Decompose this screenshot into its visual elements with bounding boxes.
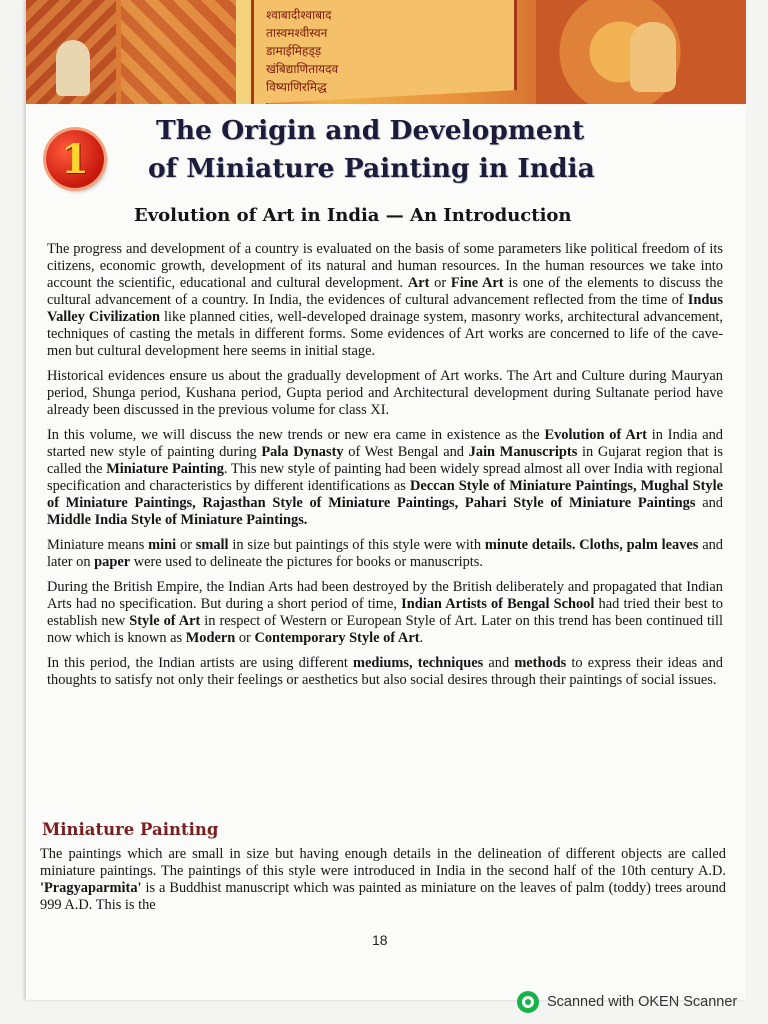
text-run: and later on (47, 537, 723, 570)
text-run: and (483, 655, 515, 671)
banner-script-line: विष्याणिरमिद्ध (266, 80, 327, 94)
bold-term: mini (148, 537, 177, 553)
text-run: In this period, the Indian artists are using different (47, 655, 354, 671)
text-run: in size but paintings of this style were with (228, 537, 485, 553)
bold-term: Contemporary Style of Art (254, 630, 420, 646)
text-run: like planned cities, well-developed drainage system, masonry works, architectural advancement, techniques of casting the metals in different forms. Some evidences of Art works are concerned to life of the cave-men but cultural development here seems in initial stage. (47, 309, 723, 359)
paragraph (47, 655, 723, 689)
paragraph (47, 427, 723, 529)
text-run: in Gujarat region that is called the (47, 444, 724, 477)
text-run: . (419, 630, 424, 646)
paragraph (47, 241, 723, 360)
section-title: Evolution of Art in India — An Introduction (134, 205, 572, 226)
page-number: 18 (372, 932, 388, 948)
text-run: of West Bengal and (343, 444, 469, 460)
text-run: The paintings which are small in size but having enough details in the delineation of different objects are called miniature paintings. The paintings of this style were introduced in India in the second half of the 10th century A.D. (40, 846, 726, 879)
banner-figure-right (630, 22, 676, 92)
text-run: In this volume, we will discuss the new trends or new era came in existence as the (47, 427, 545, 443)
bold-term: Pala Dynasty (261, 444, 344, 460)
text-run: were used to delineate the pictures for books or manuscripts. (130, 554, 484, 570)
bold-term: Miniature Painting (106, 461, 224, 477)
chapter-title-line-1: The Origin and Development (156, 115, 585, 146)
bold-term: Cloths, palm leaves (579, 537, 699, 553)
bold-term: paper (94, 554, 131, 570)
text-run: in respect of Western or European Style of Art. Later on this trend has been continued till now which is known as (47, 613, 724, 646)
scanner-watermark-text: Scanned with OKEN Scanner (547, 994, 738, 1010)
text-run: . This new style of painting had been widely spread almost all over India with regional specification and characteristics by different identifications as (47, 461, 723, 494)
paragraph (47, 368, 723, 419)
bold-term: Style of Art (129, 613, 201, 629)
banner-script-line: तास्वमश्वीस्वन (266, 26, 328, 40)
text-run: During the British Empire, the Indian Arts had been destroyed by the British deliberately and propagated that Indian Arts had no specification. But during a short period of time, (47, 579, 723, 612)
banner-figure-left (56, 40, 90, 96)
bold-term: Middle India Style of Miniature Paintings. (47, 512, 308, 528)
scanner-watermark (517, 990, 737, 1014)
text-run: Miniature means (47, 537, 149, 553)
text-run: had tried their best to establish new (47, 596, 723, 629)
text-run: or (176, 537, 196, 553)
text-run: in India and started new style of painting during (47, 427, 723, 460)
banner-panel-left-2 (121, 0, 241, 104)
bold-term: 'Pragyaparmita' (40, 880, 142, 896)
text-run: is one of the elements to discuss the cultural advancement of a country. In India, the evidences of cultural advancement reflected from the time of (47, 275, 723, 308)
banner-script-line: खंबिद्याणितायदव (266, 62, 339, 76)
chapter-title-line-2: of Miniature Painting in India (148, 153, 595, 184)
text-run: and (695, 495, 723, 511)
bold-term: Modern (185, 630, 236, 646)
chapter-title (148, 112, 716, 188)
bold-term: minute details. (484, 537, 576, 553)
bold-term: Indus Valley Civilization (47, 292, 723, 325)
bold-term: Deccan Style of Miniature Paintings, Mughal Style of Miniature Paintings, Rajasthan Style of Miniature Paintings, Pahari Style of Miniature Paintings (47, 478, 723, 511)
bold-term: Evolution of Art (544, 427, 647, 443)
bold-term: Art (407, 275, 430, 291)
text-run: to express their ideas and thoughts to satisfy not only their feelings or aesthetics but also social desires through their paintings of social issues. (47, 655, 723, 688)
text-run: or (235, 630, 255, 646)
book-page (26, 0, 746, 1000)
banner-script-line: श्वाबादीश्वाबाद (266, 8, 332, 22)
bold-term: Jain Manuscripts (468, 444, 578, 460)
banner-script-line: डामाईमिहड्ड़ (266, 44, 322, 58)
bold-term: small (195, 537, 229, 553)
paragraph (40, 846, 726, 914)
bold-term: methods (514, 655, 567, 671)
bold-term: Indian Artists of Bengal School (401, 596, 595, 612)
paragraph (47, 537, 723, 571)
text-run: Historical evidences ensure us about the gradually development of Art works. The Art and Culture during Mauryan period, Shunga period, Kushana period, Gupta period and Architectural development during Sultanate period have already been discussed in the previous volume for class XI. (47, 368, 723, 418)
bold-term: mediums, techniques (353, 655, 484, 671)
chapter-number: 1 (61, 135, 89, 183)
paragraph (47, 579, 723, 647)
body-text (47, 241, 723, 697)
text-run: The progress and development of a country is evaluated on the basis of some parameters like political freedom of its citizens, economic growth, development of its natural and human resources. In the human resources we take into account the scientific, educational and cultural development. (47, 241, 723, 291)
oken-scanner-icon (517, 991, 539, 1013)
text-run: is a Buddhist manuscript which was painted as miniature on the leaves of palm (toddy) trees around 999 A.D. This is the (40, 880, 726, 913)
miniature-painting-banner (26, 0, 746, 104)
subheading-miniature-painting: Miniature Painting (42, 820, 219, 839)
text-run: or (429, 275, 451, 291)
bold-term: Fine Art (450, 275, 504, 291)
chapter-number-badge (46, 130, 104, 188)
